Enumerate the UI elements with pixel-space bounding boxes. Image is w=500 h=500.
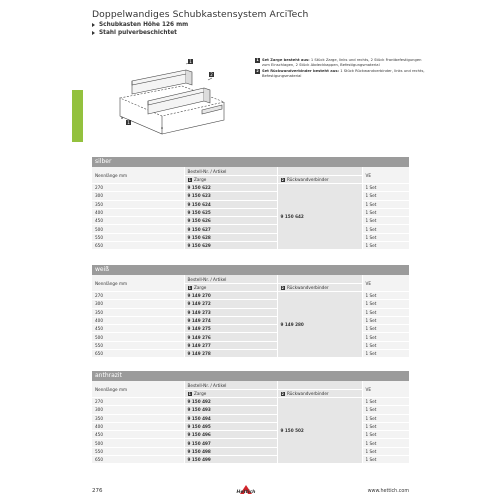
zarge-badge: 1: [188, 286, 191, 290]
cell-ve: 1 Set: [362, 208, 409, 216]
cell-length: 400: [92, 422, 184, 430]
header-rueckwand: [277, 176, 362, 184]
cell-zarge-no: 9 150 495: [184, 422, 277, 430]
table-row: [92, 439, 409, 447]
header-nominal-length: Nennlänge mm: [92, 167, 184, 184]
header-rueckwand: [277, 284, 362, 292]
table-header-row: [92, 167, 409, 176]
cell-ve: 1 Set: [362, 325, 409, 333]
table-row: [92, 325, 409, 333]
header-zarge-label: Zarge: [194, 391, 207, 396]
cell-ve: 1 Set: [362, 333, 409, 341]
cell-length: 450: [92, 431, 184, 439]
cell-zarge-no: 9 150 628: [184, 233, 277, 241]
subtitle-2-text: Stahl pulverbeschichtet: [99, 30, 177, 36]
cell-zarge-no: 9 150 493: [184, 406, 277, 414]
header-spacer: [277, 167, 362, 176]
header-order-no: Bestell-Nr. / Artikel: [184, 381, 277, 390]
callout-1b-label: 1: [127, 120, 130, 125]
callout-2-label: 2: [210, 72, 213, 77]
zarge-badge: 1: [188, 392, 191, 396]
page-header: [92, 9, 422, 36]
cell-length: 500: [92, 439, 184, 447]
header-zarge-label: Zarge: [194, 177, 207, 182]
cell-rueckwand-no: 9 150 502: [277, 398, 362, 464]
cell-length: 300: [92, 406, 184, 414]
cell-zarge-no: 9 150 496: [184, 431, 277, 439]
cell-ve: 1 Set: [362, 200, 409, 208]
cell-ve: 1 Set: [362, 242, 409, 250]
header-nominal-length: Nennlänge mm: [92, 381, 184, 398]
cell-ve: 1 Set: [362, 447, 409, 455]
cell-ve: 1 Set: [362, 308, 409, 316]
cell-length: 270: [92, 292, 184, 300]
table-row: [92, 414, 409, 422]
table-row: [92, 341, 409, 349]
cell-ve: 1 Set: [362, 217, 409, 225]
page-number: 276: [92, 488, 103, 494]
table-row: [92, 242, 409, 250]
rueckwand-badge: 2: [281, 286, 284, 290]
cell-length: 350: [92, 414, 184, 422]
subtitle-1: [92, 22, 422, 28]
table-row: [92, 398, 409, 406]
rueckwand-badge: 2: [281, 392, 284, 396]
arrow-right-icon: [92, 23, 95, 27]
cell-zarge-no: 9 149 273: [184, 308, 277, 316]
table-row: [92, 431, 409, 439]
table-row: [92, 292, 409, 300]
cell-length: 350: [92, 308, 184, 316]
subtitle-2: [92, 30, 422, 36]
cell-zarge-no: 9 150 499: [184, 456, 277, 464]
cell-length: 400: [92, 316, 184, 324]
section-title: silber: [92, 157, 409, 167]
header-ve: VE: [362, 275, 409, 292]
cell-rueckwand-no: 9 149 280: [277, 292, 362, 358]
cell-length: 270: [92, 398, 184, 406]
header-ve: VE: [362, 381, 409, 398]
callout-1a-label: 1: [189, 59, 192, 64]
note-2-body: 1 Stück Rückwandverbinder, links und rechts, Befestigungsmaterial: [262, 69, 425, 78]
cell-zarge-no: 9 149 272: [184, 300, 277, 308]
cell-ve: 1 Set: [362, 300, 409, 308]
cell-ve: 1 Set: [362, 431, 409, 439]
note-2-bold: Set Rückwandverbinder besteht aus:: [262, 69, 340, 74]
table-row: [92, 300, 409, 308]
cell-zarge-no: 9 150 623: [184, 192, 277, 200]
note-1-bold: Set Zarge besteht aus:: [262, 58, 310, 62]
header-zarge: [184, 390, 277, 398]
cell-ve: 1 Set: [362, 398, 409, 406]
cell-zarge-no: 9 149 278: [184, 350, 277, 358]
header-zarge: [184, 284, 277, 292]
cell-length: 300: [92, 192, 184, 200]
set-notes: [255, 58, 425, 80]
table-row: [92, 406, 409, 414]
cell-length: 550: [92, 233, 184, 241]
header-order-no: Bestell-Nr. / Artikel: [184, 167, 277, 176]
section-weiss: [92, 265, 409, 358]
table-row: [92, 316, 409, 324]
table-row: [92, 350, 409, 358]
header-ve: VE: [362, 167, 409, 184]
cell-length: 550: [92, 447, 184, 455]
note-2-badge: 2: [256, 69, 259, 74]
callout-1b: [126, 120, 131, 125]
cell-length: 500: [92, 333, 184, 341]
cell-length: 450: [92, 217, 184, 225]
table-row: [92, 456, 409, 464]
cell-zarge-no: 9 150 627: [184, 225, 277, 233]
table-row: [92, 333, 409, 341]
cell-zarge-no: 9 150 622: [184, 184, 277, 192]
note-1-badge: 1: [256, 58, 259, 63]
cell-zarge-no: 9 149 274: [184, 316, 277, 324]
cell-zarge-no: 9 149 270: [184, 292, 277, 300]
cell-length: 550: [92, 341, 184, 349]
cell-zarge-no: 9 150 497: [184, 439, 277, 447]
product-table: [92, 167, 409, 250]
cell-length: 300: [92, 300, 184, 308]
table-row: [92, 233, 409, 241]
table-row: [92, 225, 409, 233]
subtitle-1-text: Schubkasten Höhe 126 mm: [99, 22, 189, 28]
cell-ve: 1 Set: [362, 292, 409, 300]
cell-zarge-no: 9 149 276: [184, 333, 277, 341]
note-1: [255, 58, 425, 68]
table-header-row: [92, 381, 409, 390]
cell-ve: 1 Set: [362, 350, 409, 358]
cell-ve: 1 Set: [362, 192, 409, 200]
note-1-text: [262, 58, 425, 68]
drawer-illustration: [112, 58, 230, 142]
page-title: Doppelwandiges Schubkastensystem ArciTech: [92, 9, 309, 20]
cell-ve: 1 Set: [362, 422, 409, 430]
cell-length: 270: [92, 184, 184, 192]
cell-ve: 1 Set: [362, 233, 409, 241]
brand-name: Hettich: [236, 490, 256, 495]
website-url[interactable]: www.hettich.com: [367, 489, 409, 494]
cell-length: 650: [92, 456, 184, 464]
arrow-right-icon: [92, 31, 95, 35]
header-spacer: [277, 275, 362, 284]
table-row: [92, 422, 409, 430]
cell-ve: 1 Set: [362, 225, 409, 233]
cell-length: 400: [92, 208, 184, 216]
note-2-text: [262, 69, 425, 79]
section-silber: [92, 157, 409, 250]
cell-ve: 1 Set: [362, 439, 409, 447]
cell-length: 500: [92, 225, 184, 233]
cell-ve: 1 Set: [362, 456, 409, 464]
cell-zarge-no: 9 150 625: [184, 208, 277, 216]
cell-ve: 1 Set: [362, 341, 409, 349]
header-rueckwand: [277, 390, 362, 398]
header-order-no: Bestell-Nr. / Artikel: [184, 275, 277, 284]
section-title: weiß: [92, 265, 409, 275]
table-header-row: [92, 275, 409, 284]
note-2: [255, 69, 425, 79]
cell-zarge-no: 9 150 498: [184, 447, 277, 455]
cell-zarge-no: 9 149 277: [184, 341, 277, 349]
zarge-badge: 1: [188, 178, 191, 182]
callout-2: [209, 72, 214, 77]
cell-length: 450: [92, 325, 184, 333]
note-1-body: 1 Stück Zarge, links und rechts, 2 Stück Frontbefestigungen zum Einschlagen, 2 Stück Abdeckkappen, Befestigungsmaterial: [262, 58, 422, 67]
header-rueckwand-label: Rückwandverbinder: [287, 177, 329, 182]
table-row: [92, 308, 409, 316]
header-zarge: [184, 176, 277, 184]
cell-zarge-no: 9 150 624: [184, 200, 277, 208]
header-rueckwand-label: Rückwandverbinder: [287, 391, 329, 396]
header-spacer: [277, 381, 362, 390]
section-anthrazit: [92, 371, 409, 464]
callout-1a: [188, 59, 193, 64]
table-row: [92, 184, 409, 192]
cell-zarge-no: 9 149 275: [184, 325, 277, 333]
product-table: [92, 381, 409, 464]
rueckwand-badge: 2: [281, 178, 284, 182]
cell-length: 650: [92, 242, 184, 250]
chapter-marker: [72, 90, 83, 142]
cell-ve: 1 Set: [362, 316, 409, 324]
header-nominal-length: Nennlänge mm: [92, 275, 184, 292]
cell-zarge-no: 9 150 494: [184, 414, 277, 422]
header-rueckwand-label: Rückwandverbinder: [287, 285, 329, 290]
header-zarge-label: Zarge: [194, 285, 207, 290]
cell-length: 650: [92, 350, 184, 358]
cell-zarge-no: 9 150 492: [184, 398, 277, 406]
section-title: anthrazit: [92, 371, 409, 381]
cell-zarge-no: 9 150 629: [184, 242, 277, 250]
hettich-logo: [236, 480, 256, 498]
table-row: [92, 200, 409, 208]
cell-zarge-no: 9 150 626: [184, 217, 277, 225]
cell-length: 350: [92, 200, 184, 208]
table-row: [92, 217, 409, 225]
product-table: [92, 275, 409, 358]
table-row: [92, 208, 409, 216]
table-row: [92, 447, 409, 455]
cell-rueckwand-no: 9 150 642: [277, 184, 362, 250]
cell-ve: 1 Set: [362, 184, 409, 192]
cell-ve: 1 Set: [362, 414, 409, 422]
table-row: [92, 192, 409, 200]
cell-ve: 1 Set: [362, 406, 409, 414]
